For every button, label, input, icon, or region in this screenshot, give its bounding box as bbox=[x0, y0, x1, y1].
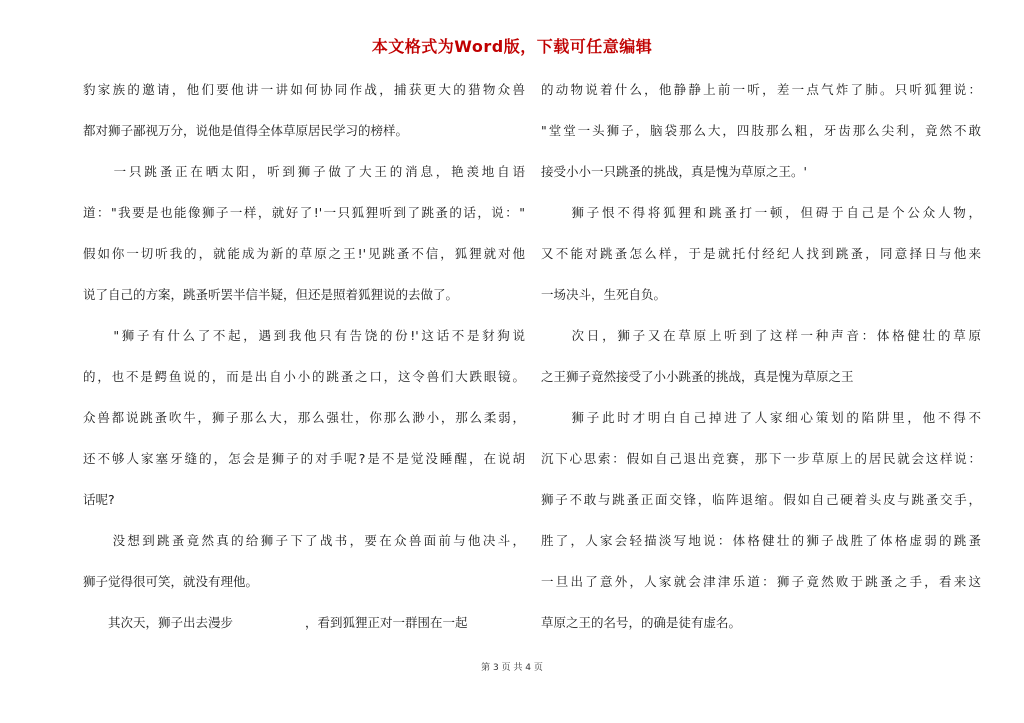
left-text-column bbox=[83, 80, 525, 654]
text-line: 的，也不是鳄鱼说的，而是出自小小的跳蚤之口，这令兽们大跌眼镜。 bbox=[83, 369, 525, 384]
text-line: 还不够人家塞牙缝的，怎会是狮子的对手呢?是不是觉没睡醒，在说胡 bbox=[83, 451, 525, 466]
text-line: 没想到跳蚤竟然真的给狮子下了战书，要在众兽面前与他决斗， bbox=[83, 533, 525, 548]
text-line: 都对狮子鄙视万分，说他是值得全体草原居民学习的榜样。 bbox=[83, 123, 409, 138]
text-line: 道："我要是也能像狮子一样，就好了!'一只狐狸听到了跳蚤的话，说：" bbox=[83, 205, 525, 220]
text-line: 之王狮子竟然接受了小小跳蚤的挑战，真是愧为草原之王 bbox=[541, 369, 854, 384]
text-line: 众兽都说跳蚤吹牛，狮子那么大，那么强壮，你那么渺小，那么柔弱， bbox=[83, 410, 525, 425]
text-line: 说了自己的方案，跳蚤听罢半信半疑，但还是照着狐狸说的去做了。 bbox=[83, 287, 459, 302]
text-line: 接受小小一只跳蚤的挑战，真是愧为草原之王。' bbox=[541, 164, 807, 179]
document-banner: 本文格式为Word版，下载可任意编辑 bbox=[371, 37, 653, 56]
text-line: 狮子此时才明白自己掉进了人家细心策划的陷阱里，他不得不 bbox=[541, 410, 981, 425]
text-line: "狮子有什么了不起，遇到我他只有告饶的份!'这话不是豺狗说 bbox=[83, 328, 525, 343]
text-line: 一场决斗，生死自负。 bbox=[541, 287, 667, 302]
text-line: 的动物说着什么，他静静上前一听，差一点气炸了肺。只听狐狸说： bbox=[541, 82, 981, 97]
text-fragment: 其次天，狮子出去漫步 bbox=[83, 615, 234, 630]
text-line: 次日，狮子又在草原上听到了这样一种声音：体格健壮的草原 bbox=[541, 328, 981, 343]
text-line: 狮子不敢与跳蚤正面交锋，临阵退缩。假如自己硬着头皮与跳蚤交手， bbox=[541, 492, 981, 507]
text-line: 一旦出了意外，人家就会津津乐道：狮子竟然败于跳蚤之手，看来这 bbox=[541, 574, 981, 589]
text-line: 沉下心思索：假如自己退出竞赛，那下一步草原上的居民就会这样说： bbox=[541, 451, 981, 466]
text-line: 又不能对跳蚤怎么样，于是就托付经纪人找到跳蚤，同意择日与他来 bbox=[541, 246, 981, 261]
text-line: "堂堂一头狮子，脑袋那么大，四肢那么粗，牙齿那么尖利，竟然不敢 bbox=[541, 123, 981, 138]
text-line: 草原之王的名号，的确是徒有虚名。 bbox=[541, 615, 742, 630]
text-line: 胜了，人家会轻描淡写地说：体格健壮的狮子战胜了体格虚弱的跳蚤 bbox=[541, 533, 981, 548]
text-line: 豹家族的邀请，他们要他讲一讲如何协同作战，捕获更大的猎物众兽 bbox=[83, 82, 525, 97]
text-line: 话呢? bbox=[83, 492, 115, 507]
text-line: 假如你一切听我的，就能成为新的草原之王!'见跳蚤不信，狐狸就对他 bbox=[83, 246, 525, 261]
text-line: 狮子恨不得将狐狸和跳蚤打一顿，但碍于自己是个公众人物， bbox=[541, 205, 981, 220]
text-line bbox=[83, 613, 525, 633]
text-line: 一只跳蚤正在晒太阳，听到狮子做了大王的消息，艳羡地自语 bbox=[83, 164, 525, 179]
page-footer: 第 3 页 共 4 页 bbox=[481, 663, 543, 673]
text-line: 狮子觉得很可笑，就没有理他。 bbox=[83, 574, 259, 589]
text-fragment: ，看到狐狸正对一群围在一起 bbox=[305, 615, 468, 630]
right-text-column bbox=[541, 80, 981, 654]
